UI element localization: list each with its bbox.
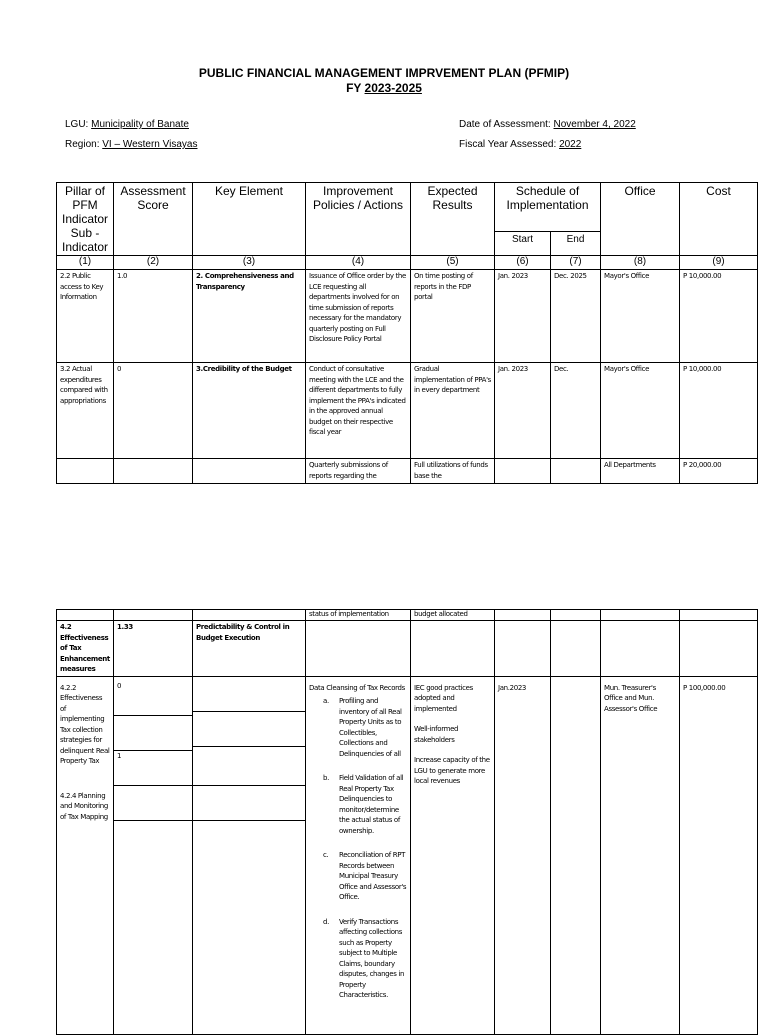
result-item: Increase capacity of the LGU to generate more local revenues	[414, 756, 490, 785]
office-cell	[601, 621, 680, 677]
indicator-text-b: 4.2.4 Planning and Monitoring of Tax Mapping	[60, 791, 108, 821]
col-header-schedule: Schedule of Implementation	[495, 183, 601, 232]
col-number: (3)	[193, 256, 306, 270]
result-cell: Full utilizations of funds base the	[411, 459, 495, 484]
cost-cell: P 100,000.00	[680, 676, 758, 1034]
list-item: d. Verify Transactions affecting collections such as Property subject to Multiple Claims, boundary disputes, changes in Property Characteristics.	[323, 917, 405, 999]
cost-cell: P 10,000.00	[680, 363, 758, 459]
score-b: 1	[114, 751, 192, 786]
indicator-cell	[57, 610, 114, 621]
result-cell: On time posting of reports in the FDP portal	[411, 270, 495, 363]
pfmip-table-2	[56, 609, 758, 1035]
result-cell	[411, 676, 495, 1034]
score-a: 0	[114, 677, 192, 716]
result-cell: Gradual implementation of PPA's in every department	[411, 363, 495, 459]
col-number: (1)	[57, 256, 114, 270]
end-cell	[551, 610, 601, 621]
pfmip-table-1	[56, 182, 758, 484]
key-element-cell	[193, 459, 306, 484]
col-header-office: Office	[601, 183, 680, 256]
result-cell: budget allocated	[411, 610, 495, 621]
action-cell	[306, 676, 411, 1034]
office-cell: Mun. Treasurer's Office and Mun. Assessor's Office	[601, 676, 680, 1034]
score-cell: 0	[114, 363, 193, 459]
table-row	[57, 610, 758, 621]
fy-prefix: FY	[346, 81, 365, 95]
col-header-key-element: Key Element	[193, 183, 306, 256]
action-cell: Issuance of Office order by the LCE requesting all departments involved for on time submission of reports necessary for the mandatory quarterly posting on Full Disclosure Policy Portal	[306, 270, 411, 363]
table-row	[57, 459, 758, 484]
end-cell	[551, 459, 601, 484]
cost-cell	[680, 610, 758, 621]
key-element-cell	[193, 676, 306, 1034]
result-item: Well-informed stakeholders	[414, 725, 459, 744]
col-number: (4)	[306, 256, 411, 270]
score-cell	[114, 676, 193, 1034]
col-header-cost: Cost	[680, 183, 758, 256]
table-row	[57, 363, 758, 459]
fy-range: 2023-2025	[364, 81, 422, 95]
col-number: (9)	[680, 256, 758, 270]
score-cell: 1.33	[114, 621, 193, 677]
col-number: (5)	[411, 256, 495, 270]
cost-cell: P 10,000.00	[680, 270, 758, 363]
indicator-cell	[57, 676, 114, 1034]
cost-cell	[680, 621, 758, 677]
start-cell	[495, 621, 551, 677]
col-header-indicator: Pillar of PFM Indicator Sub - Indicator	[57, 183, 114, 256]
col-number: (6)	[495, 256, 551, 270]
indicator-text-a: 4.2.2 Effectiveness of implementing Tax collection strategies for delinquent Real Property Tax	[60, 683, 110, 765]
end-cell	[551, 621, 601, 677]
table-row	[57, 676, 758, 1034]
fy-assessed-line	[459, 139, 581, 150]
action-cell: Quarterly submissions of reports regarding the	[306, 459, 411, 484]
start-cell	[495, 610, 551, 621]
result-cell	[411, 621, 495, 677]
fy-assessed-value: 2022	[559, 139, 582, 150]
indicator-cell	[57, 459, 114, 484]
date-label: Date of Assessment:	[459, 119, 554, 130]
office-cell: All Departments	[601, 459, 680, 484]
indicator-cell: 4.2 Effectiveness of Tax Enhancement measures	[57, 621, 114, 677]
action-cell: Conduct of consultative meeting with the LCE and the different departments to fully implement the PPA's indicated in the approved annual budget on their respective fiscal year	[306, 363, 411, 459]
region-value: VI – Western Visayas	[102, 139, 198, 150]
action-title: Data Cleansing of Tax Records	[309, 683, 405, 692]
indicator-cell: 2.2 Public access to Key Information	[57, 270, 114, 363]
fiscal-year-title	[0, 81, 768, 95]
col-header-actions: Improvement Policies / Actions	[306, 183, 411, 256]
col-number: (7)	[551, 256, 601, 270]
start-cell: Jan.2023	[495, 676, 551, 1034]
lgu-value: Municipality of Banate	[91, 119, 189, 130]
action-cell: status of implementation	[306, 610, 411, 621]
office-cell: Mayor's Office	[601, 363, 680, 459]
col-number: (2)	[114, 256, 193, 270]
table-row	[57, 270, 758, 363]
end-cell	[551, 676, 601, 1034]
col-header-results: Expected Results	[411, 183, 495, 256]
col-header-end: End	[551, 232, 601, 256]
office-cell: Mayor's Office	[601, 270, 680, 363]
lgu-line	[65, 119, 189, 130]
key-element-cell: 2. Comprehensiveness and Transparency	[193, 270, 306, 363]
lgu-label: LGU:	[65, 119, 92, 130]
indicator-cell: 3.2 Actual expenditures compared with appropriations	[57, 363, 114, 459]
score-cell	[114, 610, 193, 621]
key-element-cell: 3.Credibility of the Budget	[193, 363, 306, 459]
result-item: IEC good practices adopted and implemented	[414, 683, 473, 713]
region-line	[65, 139, 197, 150]
start-cell	[495, 459, 551, 484]
list-item: a. Profiling and inventory of all Real Property Units as to Collectibles, Collections and Delinquencies of all	[323, 697, 402, 758]
end-cell: Dec.	[551, 363, 601, 459]
action-cell	[306, 621, 411, 677]
list-item: b. Field Validation of all Real Property Tax Delinquencies to monitor/determine the actual status of ownership.	[323, 774, 404, 835]
score-cell	[114, 459, 193, 484]
list-item: c. Reconciliation of RPT Records between Municipal Treasury Office and Assessor's Office.	[323, 851, 407, 901]
score-cell: 1.0	[114, 270, 193, 363]
table-row	[57, 621, 758, 677]
start-cell: Jan. 2023	[495, 270, 551, 363]
start-cell: Jan. 2023	[495, 363, 551, 459]
document-title: PUBLIC FINANCIAL MANAGEMENT IMPRVEMENT PLAN (PFMIP)	[198, 66, 570, 80]
key-element-cell	[193, 610, 306, 621]
cost-cell: P 20,000.00	[680, 459, 758, 484]
date-line	[459, 119, 636, 130]
fy-assessed-label: Fiscal Year Assessed:	[459, 139, 560, 150]
end-cell: Dec. 2025	[551, 270, 601, 363]
col-number: (8)	[601, 256, 680, 270]
region-label: Region:	[65, 139, 103, 150]
col-header-start: Start	[495, 232, 551, 256]
office-cell	[601, 610, 680, 621]
date-value: November 4, 2022	[553, 119, 636, 130]
col-header-score: Assessment Score	[114, 183, 193, 256]
key-element-cell: Predictability & Control in Budget Execution	[193, 621, 306, 677]
